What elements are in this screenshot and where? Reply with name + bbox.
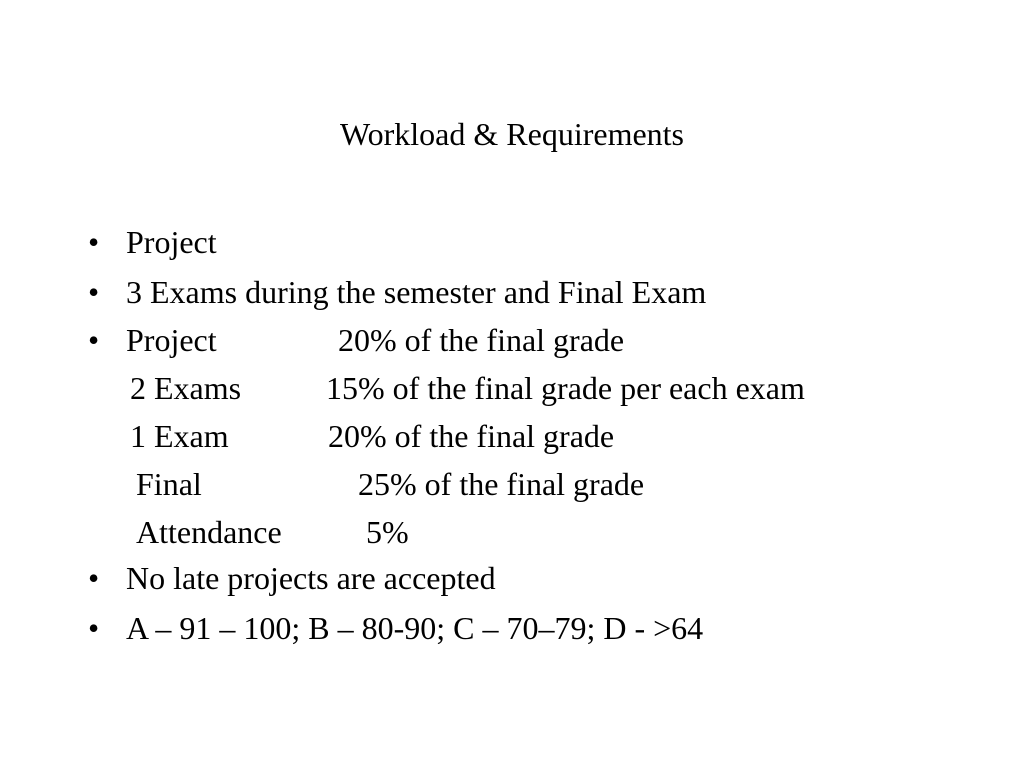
grade-row-value: 15% of the final grade per each exam: [326, 370, 805, 406]
bullet-marker: •: [88, 610, 100, 646]
bullet-marker: •: [88, 322, 100, 358]
list-item-late-policy: No late projects are accepted: [126, 560, 496, 596]
grade-row-label: Attendance: [136, 514, 282, 550]
list-item-grade-scale: A – 91 – 100; B – 80-90; C – 70–79; D - >64: [126, 610, 704, 646]
grade-row-value: 25% of the final grade: [358, 466, 645, 502]
bullet-marker: •: [88, 274, 100, 310]
grade-row-value: 5%: [366, 514, 409, 550]
bullet-marker: •: [88, 560, 100, 596]
grade-row-value: 20% of the final grade: [338, 322, 625, 358]
grade-row-label: Project: [126, 322, 217, 358]
grade-row-label: Final: [136, 466, 202, 502]
slide-title: Workload & Requirements: [339, 116, 684, 152]
list-item-exams: 3 Exams during the semester and Final Exam: [126, 274, 707, 310]
grade-row-label: 2 Exams: [130, 370, 242, 406]
bullet-marker: •: [88, 224, 100, 260]
grade-row-label: 1 Exam: [130, 418, 229, 454]
list-item-project: Project: [126, 224, 217, 260]
grade-row-value: 20% of the final grade: [328, 418, 615, 454]
